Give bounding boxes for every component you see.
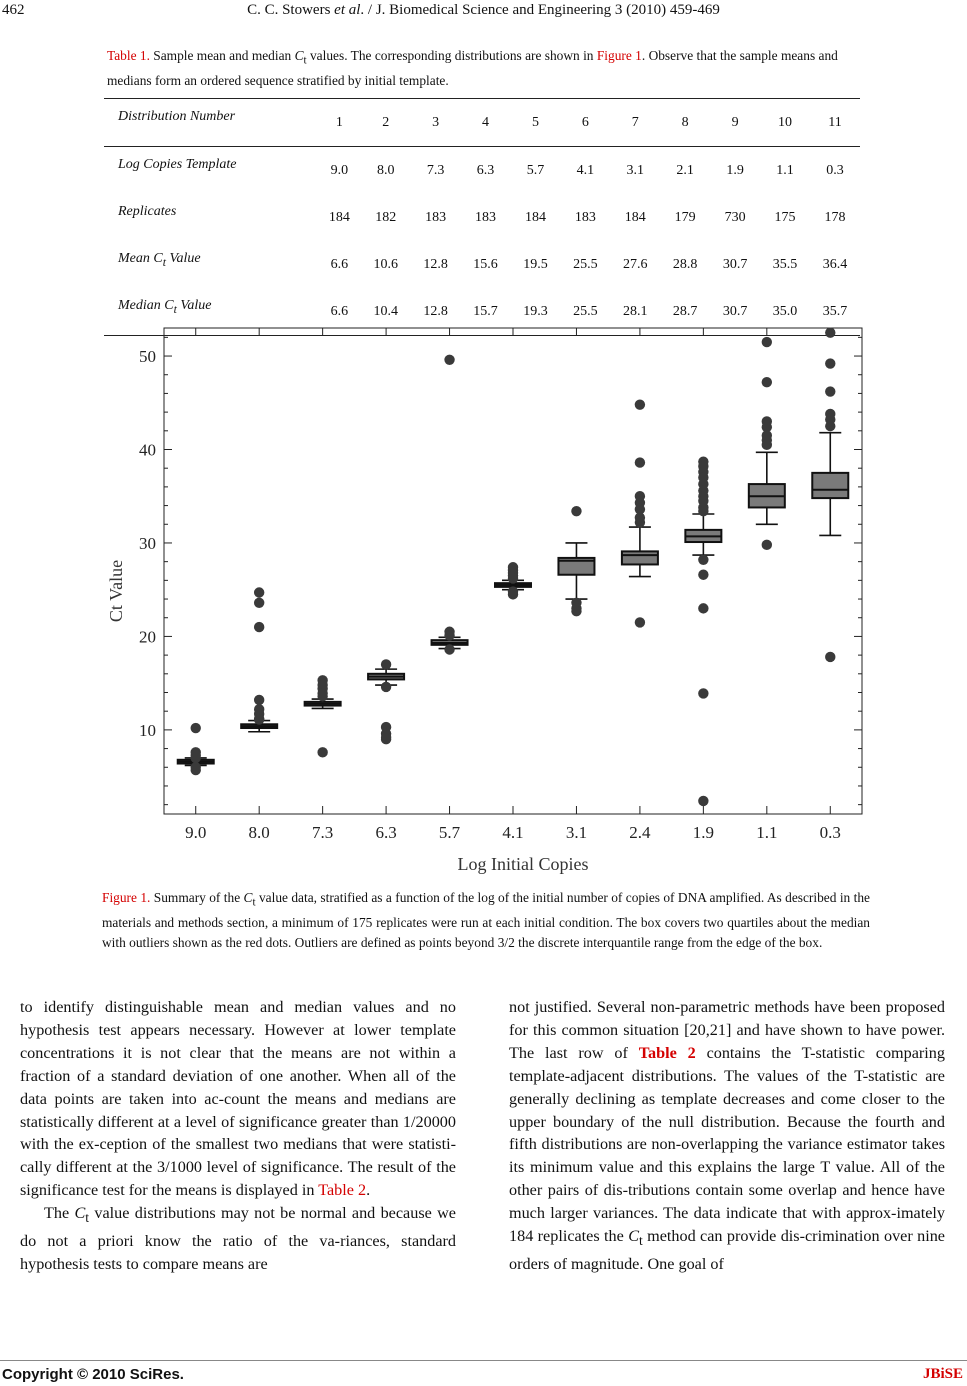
table-cell: 36.4 <box>822 256 848 272</box>
outlier-point <box>825 327 835 337</box>
outlier-point <box>317 691 327 701</box>
table-row <box>104 241 860 288</box>
outlier-point <box>381 682 391 692</box>
table-cell: 28.1 <box>623 303 648 319</box>
table-cell: 27.6 <box>623 256 648 272</box>
table-cell: 15.6 <box>473 256 498 272</box>
x-tick-label: 9.0 <box>185 823 207 842</box>
table-cell: 35.5 <box>772 256 798 272</box>
x-tick-label: 4.1 <box>502 823 524 842</box>
outlier-point <box>698 603 708 613</box>
table-cell: 1 <box>318 99 361 147</box>
copyright: Copyright © 2010 SciRes. <box>2 1366 184 1383</box>
table-cell: 12.8 <box>423 256 448 272</box>
table-cell: 4.1 <box>576 162 595 178</box>
paragraph: not justified. Several non-parametric methods have been proposed for this common situation [20,21] and have shown to have power. The last row of Table 2 contains the T-statistic comparing template-adjacent distributions. The values of the T-statistic are generally declining as template decreases and come closer to the upper boundary of the null distribution. Because the fourth and fifth distributions are non-overlapping the variance estimator takes its minimum value and this explains the large T value. All of the other pairs of dis-tributions contain some overlap and hence have much larger variances. The data indicate that with approx-imately 184 replicates the $C_t$ method can provide dis-crimination over nine orders of magnitude. One goal of <box>509 998 945 1274</box>
x-tick-label: 1.1 <box>756 823 778 842</box>
body-column-right <box>509 996 945 1276</box>
table-cell: 4 <box>461 99 511 147</box>
outlier-point <box>191 753 201 763</box>
table-cell: 1.1 <box>776 162 794 178</box>
x-tick-label: 5.7 <box>438 823 461 842</box>
figure-1 <box>100 320 880 880</box>
outlier-point <box>508 573 518 583</box>
outlier-point <box>698 796 708 806</box>
table-cell: 183 <box>574 209 596 225</box>
box <box>622 551 658 564</box>
box-plot-chart <box>100 320 880 880</box>
table-cell: 9.0 <box>330 162 349 178</box>
outlier-point <box>571 506 581 516</box>
outlier-point <box>825 652 835 662</box>
outlier-point <box>508 589 518 599</box>
table-cell: 7 <box>610 99 660 147</box>
outlier-point <box>825 421 835 431</box>
outlier-point <box>254 714 264 724</box>
y-tick-label: 20 <box>139 627 156 647</box>
y-tick-label: 40 <box>139 440 156 460</box>
x-tick-label: 8.0 <box>248 823 270 842</box>
table-cell: 184 <box>624 209 646 225</box>
table-cell: 730 <box>724 209 746 225</box>
table-label: Table 1. <box>107 48 150 63</box>
outlier-point <box>317 747 327 757</box>
outlier-point <box>762 337 772 347</box>
outlier-point <box>698 688 708 698</box>
row-label: Median $C_t$ Value <box>118 298 212 316</box>
outlier-point <box>254 598 264 608</box>
figure-link[interactable]: Figure 1 <box>596 48 642 63</box>
y-tick-label: 10 <box>139 720 156 740</box>
y-axis-label: Ct Value <box>106 559 126 623</box>
outlier-point <box>381 659 391 669</box>
outlier-point <box>762 377 772 387</box>
outlier-point <box>381 734 391 744</box>
outlier-point <box>698 555 708 565</box>
table-cell: 8.0 <box>376 162 395 178</box>
outlier-point <box>635 517 645 527</box>
table-cell: 11 <box>810 99 860 147</box>
row-label: Mean $C_t$ Value <box>118 251 201 269</box>
table-cell: 28.7 <box>672 303 698 319</box>
table-row <box>104 147 860 195</box>
table-cell: 6.6 <box>330 256 349 272</box>
x-tick-label: 1.9 <box>692 823 714 842</box>
outlier-point <box>191 765 201 775</box>
table-cell: 5.7 <box>526 162 545 178</box>
table-cell: 178 <box>824 209 846 225</box>
outlier-point <box>698 506 708 516</box>
table-cell: 6.3 <box>476 162 495 178</box>
outlier-point <box>635 457 645 467</box>
figure-label: Figure 1. <box>102 890 151 905</box>
table-cell: 8 <box>660 99 710 147</box>
outlier-point <box>254 587 264 597</box>
y-tick-label: 50 <box>139 347 156 367</box>
page-footer <box>0 1366 967 1386</box>
x-tick-label: 0.3 <box>819 823 841 842</box>
table-cell: 175 <box>774 209 796 225</box>
figure-caption: Figure 1. Summary of the $C_t$ value data, stratified as a function of the log of the initial number of copies of DNA amplified. As described in the materials and methods section, a minimum of 175 replicates were run at each initial condition. The box covers two quartiles about the median with outliers shown as the red dots. Outliers are defined as points beyond 3/2 the discrete interquantile range from the edge of the box. <box>102 890 870 950</box>
row-label: Replicates <box>118 204 177 219</box>
table-cell: 25.5 <box>573 256 598 272</box>
outlier-point <box>635 617 645 627</box>
table-cell: 28.8 <box>672 256 698 272</box>
outlier-point <box>571 606 581 616</box>
table-cell: 19.5 <box>523 256 548 272</box>
table-cell: 7.3 <box>426 162 445 178</box>
table-cell: 0.3 <box>826 162 844 178</box>
table-2-link[interactable]: Table 2 <box>318 1181 367 1200</box>
table-cell: 30.7 <box>722 256 748 272</box>
x-tick-label: 2.4 <box>629 823 651 842</box>
outlier-point <box>635 399 645 409</box>
table-cell: 10.4 <box>373 303 398 319</box>
running-title: C. C. Stowers et al. / J. Biomedical Science and Engineering 3 (2010) 459-469 <box>247 2 720 18</box>
footer-divider <box>0 1360 967 1361</box>
table-cell: 19.3 <box>523 303 548 319</box>
table-cell: 25.5 <box>573 303 598 319</box>
outlier-point <box>191 723 201 733</box>
y-tick-label: 30 <box>139 533 156 553</box>
table-cell: 3.1 <box>626 162 645 178</box>
x-tick-label: 3.1 <box>565 823 588 842</box>
table-cell: 183 <box>425 209 447 225</box>
table-caption: Table 1. Sample mean and median $C_t$ values. The corresponding distributions are shown in Figure 1. Observe that the sample means and medians form an ordered sequence stratified by initial template. <box>107 48 838 88</box>
journal-abbrev: JBiSE <box>922 1366 963 1382</box>
outlier-point <box>825 386 835 396</box>
table-cell: 35.0 <box>772 303 798 319</box>
outlier-point <box>254 695 264 705</box>
paragraph: to identify distinguishable mean and median values and no hypothesis test appears necessary. However at lower template concentrations it is not clear that the means are not within a fraction of a standard deviation of one another. When all of the data points are taken into ac-count the means and medians are statistically different at a level of significance greater than 1/20000 with the ex-ception of the smallest two medians that were statisti-cally different at the 3/1000 level of significance. The result of the significance test for the means is displayed in Table 2. <box>20 998 456 1200</box>
x-axis-label: Log Initial Copies <box>457 854 589 874</box>
outlier-point <box>698 570 708 580</box>
table-cell: 35.7 <box>822 303 848 319</box>
page-number: 462 <box>2 2 25 18</box>
x-tick-label: 6.3 <box>375 823 397 842</box>
data-table <box>104 98 860 336</box>
table-cell: 3 <box>411 99 461 147</box>
body-column-left <box>20 996 456 1276</box>
paragraph: The $C_t$ value distributions may not be normal and because we do not a priori know the ratio of the va-riances, standard hypothesis tests to compare means are <box>20 1204 456 1274</box>
outlier-point <box>762 540 772 550</box>
table-cell: 10 <box>760 99 810 147</box>
row-label: Log Copies Template <box>118 157 237 172</box>
table-cell: 182 <box>375 209 397 225</box>
table-2-link[interactable]: Table 2 <box>638 1043 696 1062</box>
outlier-point <box>825 358 835 368</box>
outlier-point <box>444 355 454 365</box>
table-cell: 184 <box>524 209 546 225</box>
page-header <box>0 2 967 24</box>
table-cell: 5 <box>511 99 561 147</box>
table-cell: 183 <box>475 209 497 225</box>
table-row <box>104 99 860 147</box>
outlier-point <box>254 622 264 632</box>
outlier-point <box>444 630 454 640</box>
table-cell: 179 <box>674 209 696 225</box>
table-cell: 1.9 <box>726 162 744 178</box>
table-cell: 10.6 <box>373 256 398 272</box>
table-cell: 12.8 <box>423 303 448 319</box>
outlier-point <box>762 440 772 450</box>
table-row <box>104 194 860 241</box>
table-cell: 2 <box>361 99 411 147</box>
table-cell: 30.7 <box>722 303 748 319</box>
row-label: Distribution Number <box>104 99 318 147</box>
outlier-point <box>444 644 454 654</box>
x-tick-label: 7.3 <box>312 823 334 842</box>
table-cell: 9 <box>710 99 760 147</box>
table-cell: 6.6 <box>330 303 349 319</box>
table-cell: 184 <box>328 209 350 225</box>
table-cell: 15.7 <box>473 303 498 319</box>
table-cell: 6 <box>560 99 610 147</box>
table-cell: 2.1 <box>676 162 694 178</box>
box <box>812 473 848 498</box>
